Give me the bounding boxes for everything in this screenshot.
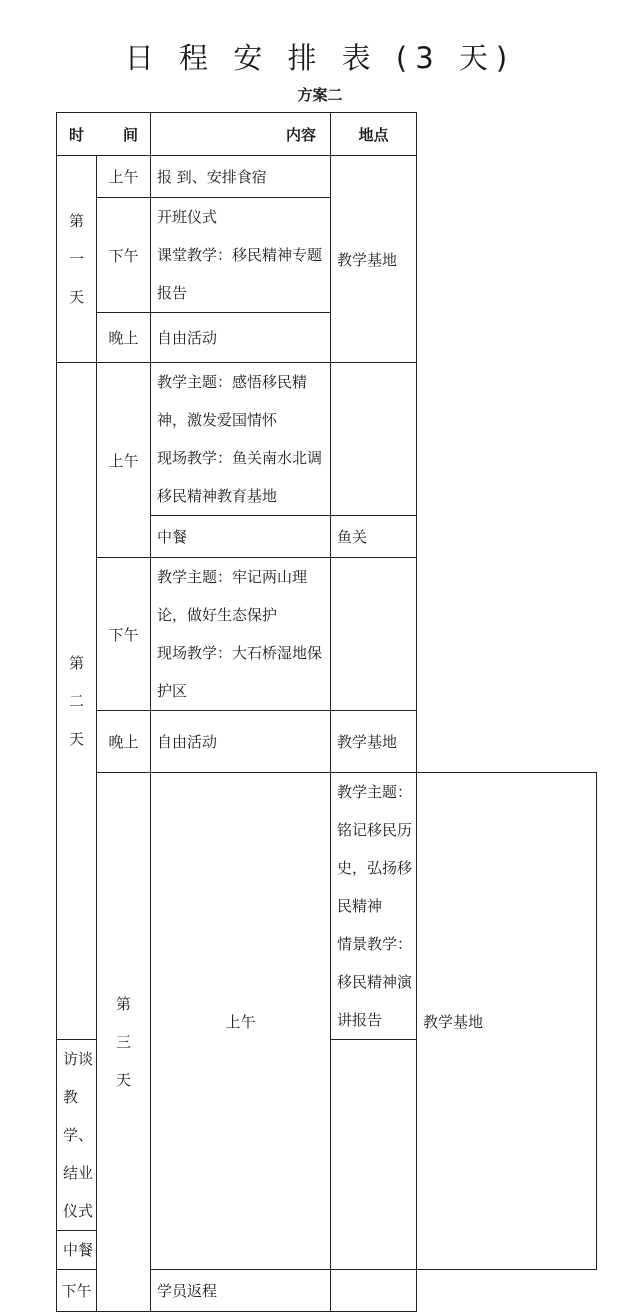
table-row [57, 363, 597, 516]
day-label-char: 天 [68, 288, 84, 306]
place-text: 教学基地 [337, 733, 398, 751]
table-header-row [57, 113, 597, 156]
content-line: 情景教学：移民精神演讲报告 [337, 935, 413, 1029]
content-line: 开班仪式 [157, 208, 218, 226]
content-line: 教学主题：牢记两山理论，做好生态保护 [157, 568, 308, 624]
slot-label: 晚上 [97, 313, 151, 363]
content-line: 现场教学：鱼关南水北调移民精神教育基地 [157, 449, 323, 505]
place-cell [331, 711, 417, 773]
table-row [57, 156, 597, 198]
place-cell [331, 516, 417, 558]
day-label-char: 一 [68, 250, 84, 268]
day-label-char: 第 [68, 654, 84, 672]
place-cell [331, 363, 417, 516]
slot-label: 下午 [57, 1270, 97, 1312]
slot-label: 上午 [151, 773, 331, 1270]
header-time-b: 间 [122, 125, 138, 144]
table-row [57, 558, 597, 711]
schedule-content [151, 313, 331, 363]
schedule-content [151, 558, 331, 711]
content-line: 中餐 [63, 1241, 94, 1259]
content-line: 自由活动 [157, 328, 218, 347]
day-label-2 [57, 363, 97, 1040]
header-time-a: 时 [69, 125, 85, 144]
slot-label: 上午 [97, 363, 151, 558]
header-content-b: 容 [301, 125, 317, 144]
header-time [57, 113, 151, 156]
page-title: 日 程 安 排 表 (3 天) [124, 41, 516, 75]
place-cell [331, 558, 417, 711]
slot-label: 晚上 [97, 711, 151, 773]
page-subtitle: 方案二 [297, 86, 343, 104]
schedule-content [151, 1270, 331, 1312]
day-label-3 [97, 773, 151, 1312]
table-row [57, 711, 597, 773]
schedule-content [151, 516, 331, 558]
content-line: 学员返程 [157, 1281, 218, 1300]
content-line: 访谈教学、结业仪式 [63, 1050, 94, 1220]
day-label-char: 第 [68, 212, 84, 230]
schedule-content [331, 773, 417, 1040]
schedule-content [151, 711, 331, 773]
day-label-char: 二 [68, 692, 84, 710]
slot-label: 下午 [97, 198, 151, 313]
place-cell [417, 773, 597, 1270]
place-cell [331, 1270, 417, 1312]
day-label-char: 天 [115, 1071, 131, 1089]
day-label-char: 三 [115, 1033, 131, 1051]
schedule-table [56, 112, 597, 1312]
place-text: 教学基地 [337, 250, 398, 269]
day-label-char: 第 [115, 995, 131, 1013]
schedule-content [151, 156, 331, 198]
content-line: 自由活动 [157, 732, 218, 751]
schedule-content [151, 363, 331, 516]
content-line: 课堂教学：移民精神专题报告 [157, 246, 323, 302]
place-text: 教学基地 [423, 1012, 484, 1031]
slot-label: 上午 [97, 156, 151, 198]
day-label-char: 天 [68, 730, 84, 748]
content-line: 现场教学：大石桥湿地保护区 [157, 644, 323, 700]
header-place: 地点 [331, 113, 417, 156]
header-content-a: 内 [286, 125, 302, 144]
schedule-content [57, 1231, 97, 1270]
content-line: 教学主题：铭记移民历史，弘扬移民精神 [337, 783, 413, 915]
place-cell [331, 156, 417, 363]
place-text: 鱼关 [337, 528, 368, 546]
table-row [57, 313, 597, 363]
header-content [151, 113, 331, 156]
day-label-1 [57, 156, 97, 363]
content-line: 报 到、安排食宿 [157, 167, 267, 186]
table-row [57, 198, 597, 313]
schedule-content [151, 198, 331, 313]
schedule-content [57, 1040, 97, 1231]
content-line: 教学主题：感悟移民精神，激发爱国情怀 [157, 373, 308, 429]
content-line: 中餐 [157, 527, 188, 546]
table-row [57, 773, 597, 1040]
slot-label: 下午 [97, 558, 151, 711]
